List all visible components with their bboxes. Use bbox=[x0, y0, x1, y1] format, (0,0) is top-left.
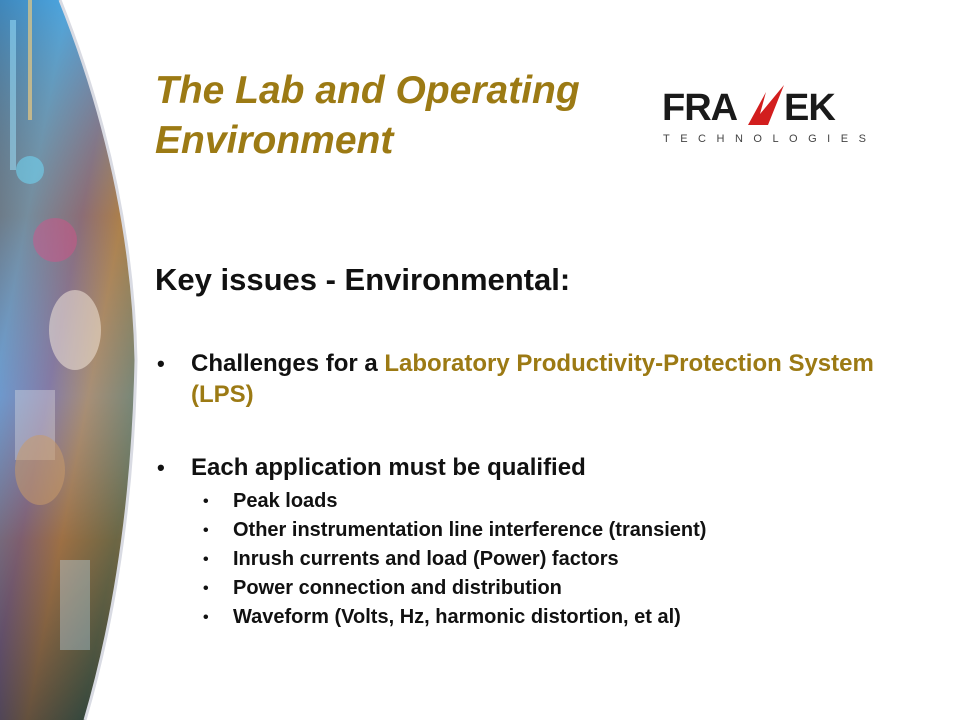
sub-bullet-item: • Peak loads bbox=[191, 487, 915, 516]
bullet-list bbox=[155, 348, 915, 632]
svg-text:FRA: FRA bbox=[662, 87, 738, 129]
lab-photo-collage-image bbox=[0, 0, 140, 720]
franek-technologies-logo bbox=[660, 80, 895, 150]
sub-bullet-item: • Other instrumentation line interference (transient) bbox=[191, 516, 915, 545]
bullet-challenges bbox=[155, 348, 915, 410]
svg-text:TECHNOLOGIES: TECHNOLOGIES bbox=[663, 133, 877, 145]
bullet-qualified-text: Each application must be qualified bbox=[191, 454, 586, 481]
bullet-challenges-prefix: Challenges for a bbox=[191, 350, 385, 377]
bullet-challenges-highlight: Laboratory Productivity-Protection System (LPS) bbox=[191, 350, 874, 408]
sub-bullet-item: • Power connection and distribution bbox=[191, 574, 915, 603]
sub-bullet-list bbox=[191, 487, 915, 632]
svg-text:EK: EK bbox=[784, 87, 835, 129]
section-heading: Key issues - Environmental: bbox=[155, 262, 571, 297]
sub-bullet-item: • Inrush currents and load (Power) factors bbox=[191, 545, 915, 574]
sub-bullet-item: • Waveform (Volts, Hz, harmonic distortion, et al) bbox=[191, 603, 915, 632]
bullet-qualified bbox=[155, 452, 915, 632]
slide-title: The Lab and Operating Environment bbox=[155, 69, 580, 162]
